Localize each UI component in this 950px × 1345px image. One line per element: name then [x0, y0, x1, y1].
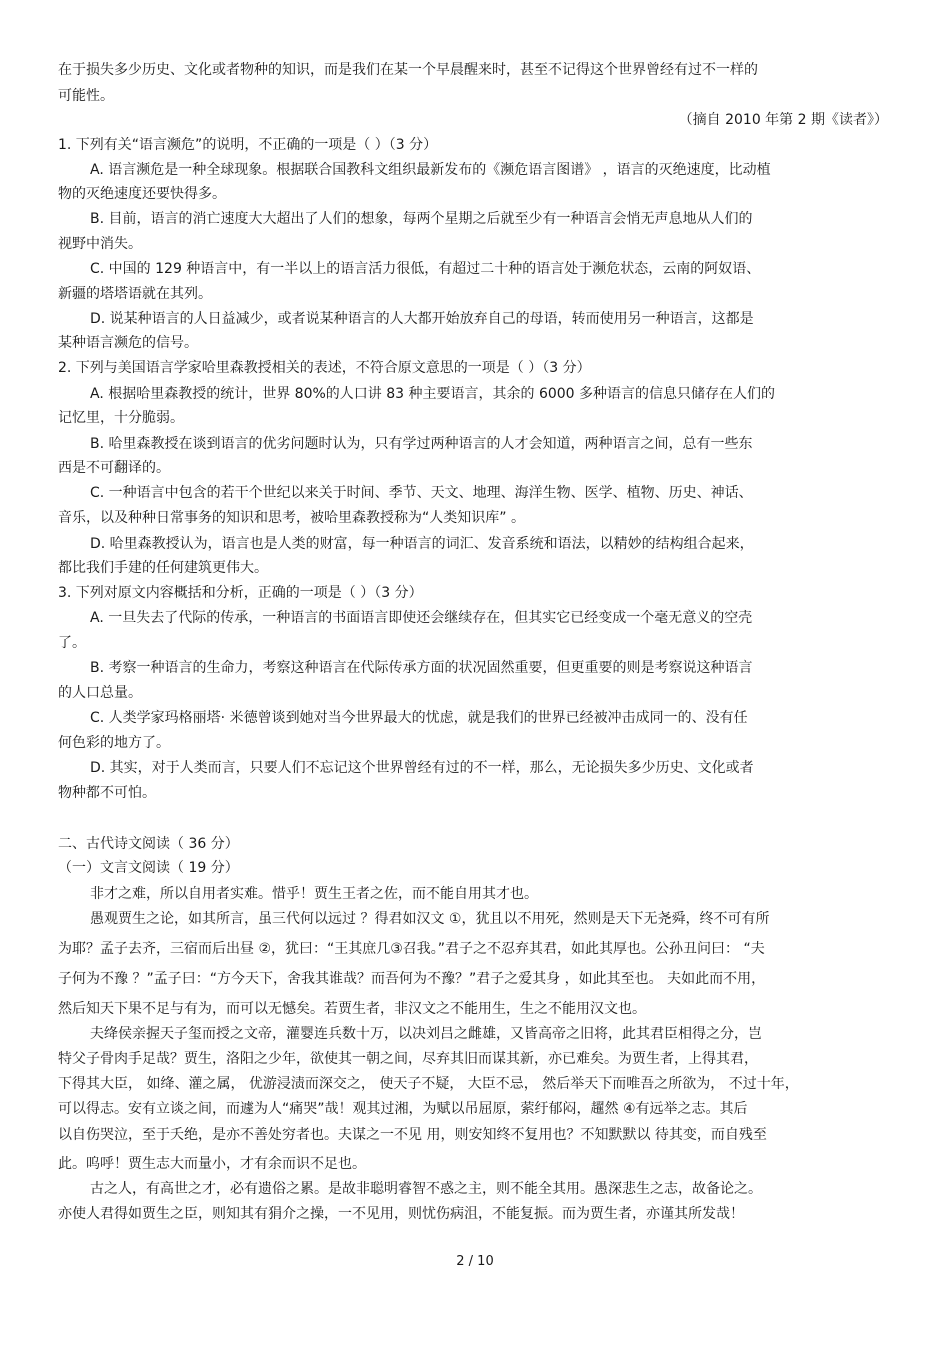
question-2: 2. 下列与美国语言学家哈里森教授相关的表述，不符合原文意思的一项是（ ）（3 分） — [58, 360, 591, 376]
page-number: 2 / 10 — [456, 1254, 494, 1269]
option-line: B. 目前，语言的消亡速度大大超出了人们的想象，每两个星期之后就至少有一种语言会悄无声息地从人们的 — [90, 211, 753, 227]
classical-text-line: 夫绛侯亲握天子玺而授之文帝，灌婴连兵数十万，以决刘吕之雌雄，又皆高帝之旧将，此其君臣相得之分，岂 — [90, 1026, 762, 1042]
text-line: 何色彩的地方了。 — [58, 735, 170, 751]
classical-text-line: 子何为不豫 ？”孟子曰：“方今天下，舍我其谁哉？而吾何为不豫？”君子之爱其身 ，如此其至也。 夫如此而不用， — [58, 971, 766, 987]
option-line: A. 根据哈里森教授的统计，世界 80%的人口讲 83 种主要语言，其余的 6000 多种语言的信息只储存在人们的 — [90, 386, 776, 402]
text-line: 某种语言濒危的信号。 — [58, 335, 198, 351]
classical-text-line: 古之人，有高世之才，必有遗俗之累。是故非聪明睿智不惑之主，则不能全其用。愚深悲生之志，故备论之。 — [90, 1181, 762, 1197]
text-line: 都比我们手建的任何建筑更伟大。 — [58, 560, 268, 576]
section-heading: 二、古代诗文阅读（ 36 分） — [58, 836, 239, 852]
classical-text-line: 下得其大臣， 如绛、灌之属， 优游浸渍而深交之， 使天子不疑， 大臣不忌， 然后举天下而唯吾之所欲为， 不过十年， — [58, 1076, 799, 1092]
text-line: 西是不可翻译的。 — [58, 460, 170, 476]
text-line: 视野中消失。 — [58, 236, 142, 252]
text-line: 在于损失多少历史、文化或者物种的知识，而是我们在某一个早晨醒来时，甚至不记得这个世界曾经有过不一样的 — [58, 62, 758, 78]
classical-text-line: 愚观贾生之论，如其所言，虽三代何以远过 ？得君如汉文 ①，犹且以不用死，然则是天下无尧舜，终不可有所 — [90, 911, 770, 927]
option-line: B. 考察一种语言的生命力，考察这种语言在代际传承方面的状况固然重要，但更重要的则是考察说这种语言 — [90, 660, 753, 676]
classical-text-line: 此。呜呼！贾生志大而量小，才有余而识不足也。 — [58, 1156, 366, 1172]
option-line: A. 一旦失去了代际的传承，一种语言的书面语言即使还会继续存在，但其实它已经变成一个毫无意义的空壳 — [90, 610, 753, 626]
option-line: D. 哈里森教授认为，语言也是人类的财富，每一种语言的词汇、发音系统和语法，以精妙的结构组合起来， — [90, 536, 754, 552]
option-line: D. 说某种语言的人日益减少，或者说某种语言的人大都开始放弃自己的母语，转而使用另一种语言，这都是 — [90, 311, 754, 327]
text-line: 物种都不可怕。 — [58, 785, 156, 801]
option-line: C. 一种语言中包含的若干个世纪以来关于时间、季节、天文、地理、海洋生物、医学、植物、历史、神话、 — [90, 485, 753, 501]
option-line: B. 哈里森教授在谈到语言的优劣问题时认为，只有学过两种语言的人才会知道，两种语言之间，总有一些东 — [90, 436, 753, 452]
option-line: D. 其实，对于人类而言，只要人们不忘记这个世界曾经有过的不一样，那么，无论损失多少历史、文化或者 — [90, 760, 754, 776]
subsection-heading: （一）文言文阅读（ 19 分） — [58, 860, 239, 876]
classical-text-line: 以自伤哭泣，至于夭绝，是亦不善处穷者也。夫谋之一不见 用，则安知终不复用也？不知默默以 待其变，而自残至 — [58, 1127, 767, 1143]
text-line: 音乐，以及种种日常事务的知识和思考，被哈里森教授称为“人类知识库” 。 — [58, 510, 525, 526]
classical-text-line: 亦使人君得如贾生之臣，则知其有狷介之操，一不见用，则忧伤病沮，不能复振。而为贾生者，亦谨其所发哉！ — [58, 1206, 744, 1222]
question-3: 3. 下列对原文内容概括和分析，正确的一项是（ ）（3 分） — [58, 585, 423, 601]
classical-text-line: 然后知天下果不足与有为，而可以无憾矣。若贾生者，非汉文之不能用生，生之不能用汉文也。 — [58, 1001, 646, 1017]
option-line: A. 语言濒危是一种全球现象。根据联合国教科文组织最新发布的《濒危语言图谱》 ，语言的灭绝速度，比动植 — [90, 162, 771, 178]
source-citation: （摘自 2010 年第 2 期《读者》） — [678, 112, 888, 128]
text-line: 了。 — [58, 635, 86, 651]
option-line: C. 人类学家玛格丽塔· 米德曾谈到她对当今世界最大的忧虑，就是我们的世界已经被冲击成同一的、没有任 — [90, 710, 748, 726]
text-line: 的人口总量。 — [58, 685, 142, 701]
classical-text-line: 为耶？孟子去齐，三宿而后出昼 ②，犹曰：“王其庶几③召我。”君子之不忍弃其君，如此其厚也。公孙丑问曰： “夫 — [58, 941, 765, 957]
classical-text-line: 特父子骨肉手足哉？贾生，洛阳之少年，欲使其一朝之间，尽弃其旧而谋其新，亦已难矣。为贾生者，上得其君， — [58, 1051, 758, 1067]
option-line: C. 中国的 129 种语言中，有一半以上的语言活力很低，有超过二十种的语言处于濒危状态，云南的阿奴语、 — [90, 261, 761, 277]
text-line: 记忆里，十分脆弱。 — [58, 410, 184, 426]
classical-text-line: 可以得志。安有立谈之间，而遽为人“痛哭”哉！观其过湘，为赋以吊屈原，萦纡郁闷，趯然 ④有远举之志。其后 — [58, 1101, 748, 1117]
classical-text-line: 非才之难，所以自用者实难。惜乎！贾生王者之佐，而不能自用其才也。 — [90, 886, 538, 902]
text-line: 可能性。 — [58, 88, 114, 104]
question-1: 1. 下列有关“语言濒危”的说明，不正确的一项是（ ）（3 分） — [58, 137, 438, 153]
text-line: 物的灭绝速度还要快得多。 — [58, 186, 226, 202]
text-line: 新疆的塔塔语就在其列。 — [58, 286, 212, 302]
